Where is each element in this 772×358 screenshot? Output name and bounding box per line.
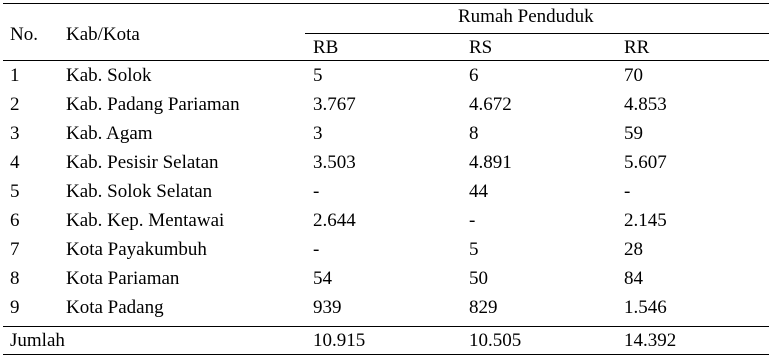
bottom-rule — [3, 354, 769, 355]
row-rs: 5 — [469, 239, 479, 260]
total-rule — [3, 326, 769, 327]
row-no: 5 — [10, 181, 20, 202]
row-rb: 3.503 — [313, 152, 356, 173]
row-no: 4 — [10, 152, 20, 173]
row-name: Kota Padang — [66, 297, 164, 318]
row-rb: - — [313, 239, 320, 260]
row-rs: 4.891 — [469, 152, 512, 173]
row-rs: 829 — [469, 297, 498, 318]
row-rr: 2.145 — [624, 210, 667, 231]
row-rb: 54 — [313, 268, 332, 289]
row-rs: 8 — [469, 123, 479, 144]
header-bottom-rule — [3, 60, 769, 61]
row-name: Kab. Padang Pariaman — [66, 94, 240, 115]
row-rb: 2.644 — [313, 210, 356, 231]
top-rule — [3, 3, 769, 4]
row-rr: 59 — [624, 123, 643, 144]
header-no: No. — [10, 24, 38, 45]
row-no: 9 — [10, 297, 20, 318]
total-rr: 14.392 — [624, 330, 677, 351]
row-rr: 4.853 — [624, 94, 667, 115]
row-rr: 1.546 — [624, 297, 667, 318]
row-name: Kab. Kep. Mentawai — [66, 210, 225, 231]
row-rr: 28 — [624, 239, 643, 260]
row-no: 8 — [10, 268, 20, 289]
header-rs: RS — [469, 37, 493, 58]
row-rr: 70 — [624, 65, 643, 86]
row-rb: - — [313, 181, 320, 202]
row-rs: 4.672 — [469, 94, 512, 115]
row-no: 6 — [10, 210, 20, 231]
row-rb: 939 — [313, 297, 342, 318]
row-name: Kab. Solok — [66, 65, 152, 86]
row-no: 3 — [10, 123, 20, 144]
row-rb: 3.767 — [313, 94, 356, 115]
row-name: Kab. Pesisir Selatan — [66, 152, 219, 173]
row-rb: 5 — [313, 65, 323, 86]
row-rr: - — [624, 181, 631, 202]
row-name: Kab. Agam — [66, 123, 153, 144]
row-rb: 3 — [313, 123, 323, 144]
row-rs: 50 — [469, 268, 488, 289]
row-rr: 84 — [624, 268, 643, 289]
row-rs: 6 — [469, 65, 479, 86]
row-name: Kota Pariaman — [66, 268, 180, 289]
row-rs: 44 — [469, 181, 488, 202]
total-rs: 10.505 — [469, 330, 522, 351]
total-label: Jumlah — [10, 330, 65, 351]
total-rb: 10.915 — [313, 330, 366, 351]
subheader-rule — [305, 33, 769, 34]
row-no: 7 — [10, 239, 20, 260]
row-name: Kota Payakumbuh — [66, 239, 207, 260]
header-rb: RB — [313, 37, 339, 58]
row-no: 1 — [10, 65, 20, 86]
header-kab-kota: Kab/Kota — [66, 24, 140, 45]
row-rr: 5.607 — [624, 152, 667, 173]
row-rs: - — [469, 210, 476, 231]
header-rumah-penduduk: Rumah Penduduk — [458, 6, 594, 27]
row-no: 2 — [10, 94, 20, 115]
header-rr: RR — [624, 37, 650, 58]
row-name: Kab. Solok Selatan — [66, 181, 213, 202]
